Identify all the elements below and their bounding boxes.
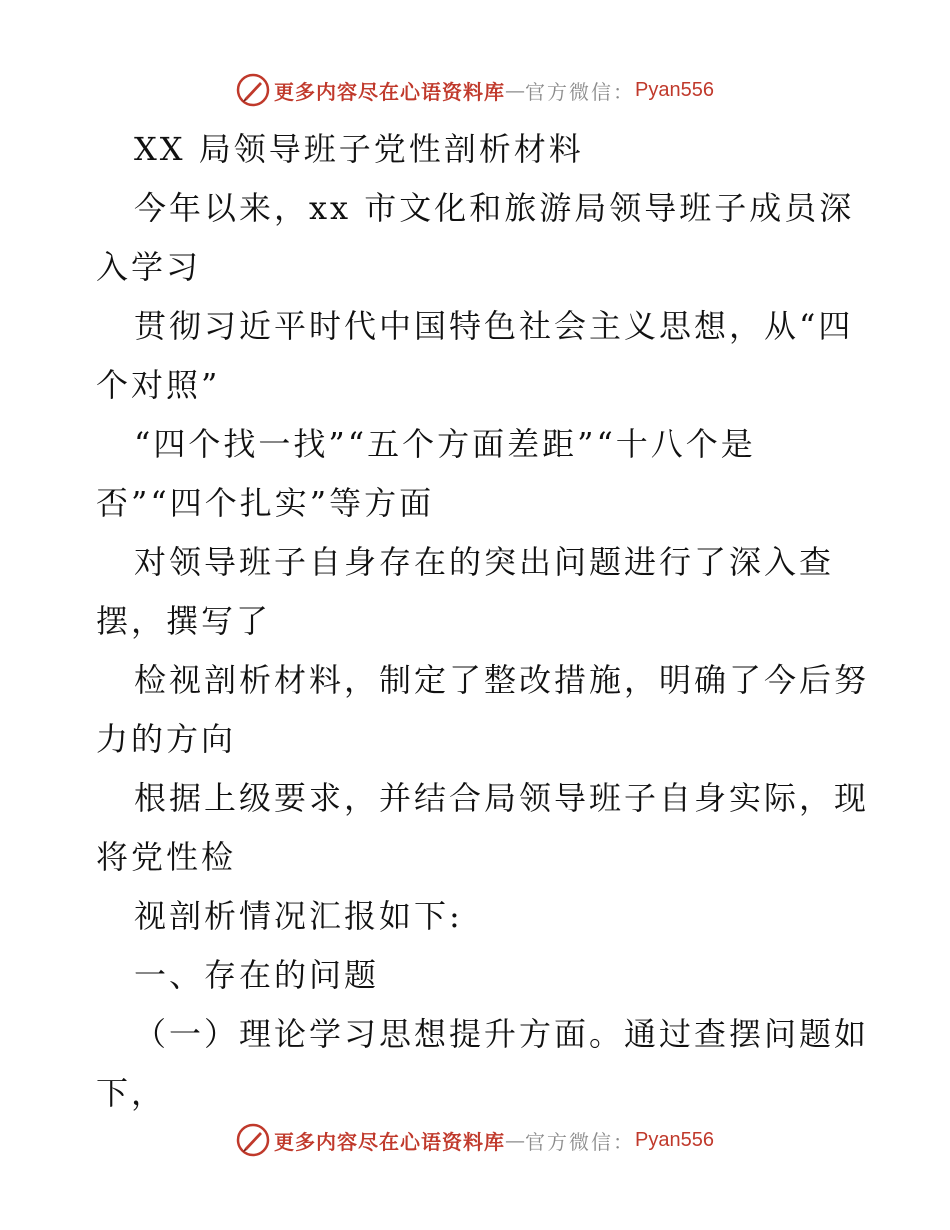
paragraph-line: 个对照” bbox=[96, 366, 221, 404]
watermark-label: 官方微信： bbox=[525, 1129, 636, 1154]
quill-pen-icon bbox=[236, 1123, 270, 1157]
document-title: XX 局领导班子党性剖析材料 bbox=[134, 130, 584, 168]
paragraph-line: 否”“四个扎实”等方面 bbox=[96, 484, 435, 522]
watermark-id: Pyan556 bbox=[635, 1128, 714, 1151]
paragraph-line: 根据上级要求，并结合局领导班子自身实际，现 bbox=[134, 779, 870, 817]
paragraph-line: 今年以来，xx 市文化和旅游局领导班子成员深 bbox=[134, 189, 855, 227]
watermark-header bbox=[0, 70, 950, 110]
paragraph-line: 视剖析情况汇报如下: bbox=[134, 897, 463, 935]
paragraph-line: 对领导班子自身存在的突出问题进行了深入查 bbox=[134, 543, 835, 581]
watermark-main-text: 更多内容尽在心语资料库 bbox=[274, 79, 506, 104]
paragraph-line: “四个找一找”“五个方面差距”“十八个是 bbox=[134, 425, 756, 463]
watermark-id: Pyan556 bbox=[635, 78, 714, 101]
paragraph-line: 下， bbox=[96, 1074, 167, 1112]
quill-pen-icon bbox=[236, 73, 270, 107]
watermark-separator: — bbox=[505, 1128, 526, 1152]
watermark-label: 官方微信： bbox=[525, 79, 636, 104]
watermark-footer bbox=[0, 1120, 950, 1160]
paragraph-line: 贯彻习近平时代中国特色社会主义思想，从“四 bbox=[134, 307, 854, 345]
paragraph-line: 摆，撰写了 bbox=[96, 602, 272, 640]
paragraph-line: 入学习 bbox=[96, 248, 202, 286]
section-heading: 一、存在的问题 bbox=[134, 956, 380, 994]
watermark-separator: — bbox=[505, 78, 526, 102]
paragraph-line: 检视剖析材料，制定了整改措施，明确了今后努 bbox=[134, 661, 870, 699]
subsection-heading: （一）理论学习思想提升方面。通过查摆问题如 bbox=[134, 1015, 870, 1053]
paragraph-line: 力的方向 bbox=[96, 720, 237, 758]
document-body bbox=[96, 120, 870, 1123]
watermark-main-text: 更多内容尽在心语资料库 bbox=[274, 1129, 506, 1154]
paragraph-line: 将党性检 bbox=[96, 838, 237, 876]
